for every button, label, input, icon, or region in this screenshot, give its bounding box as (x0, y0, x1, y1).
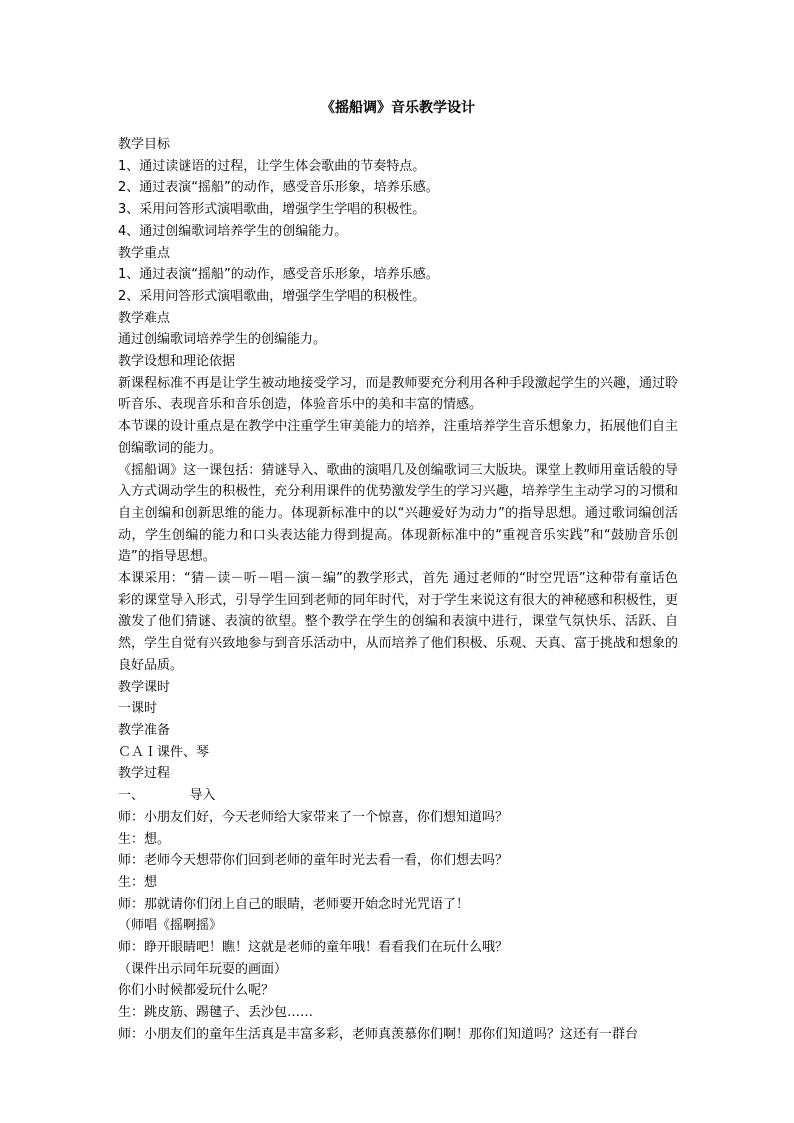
dialogue-line: 你们小时候都爱玩什么呢？ (118, 983, 275, 999)
objective-item-1: 1、通过读谜语的过程，让学生体会歌曲的节奏特点。 (118, 158, 426, 174)
key-point-item-2: 2、采用问答形式演唱歌曲，增强学生学唱的积极性。 (118, 288, 426, 304)
lesson-hours-value: 一课时 (118, 701, 158, 717)
heading-objectives: 教学目标 (118, 137, 171, 152)
dialogue-line: 师：老师今天想带你们回到老师的童年时光去看一看，你们想去吗？ (118, 853, 509, 869)
heading-difficulties: 教学难点 (118, 310, 171, 326)
theory-paragraph-4: 本课采用：“猜－读－听－唱－演－编”的教学形式，首先 通过老师的“时空咒语”这种带有童话色彩的课堂导入形式，引导学生回到老师的同年时代，对于学生来说这有很大的神秘感和积极性，更激发了他们猜谜、表演的欲望。整个教学在学生的创编和表演中进行，课堂气氛快乐、活跃、自然，学生自觉有兴致地参与到音乐活动中，从而培养了他们积极、乐观、天真、富于挑战和想象的良好品质。 (118, 571, 678, 673)
theory-paragraph-1: 新课程标准不再是让学生被动地接受学习，而是教师要充分利用各种手段激起学生的兴趣，通过聆听音乐、表现音乐和音乐创造，体验音乐中的美和丰富的情感。 (118, 375, 678, 413)
objective-item-3: 3、采用问答形式演唱歌曲，增强学生学唱的积极性。 (118, 202, 426, 218)
theory-paragraph-3: 《摇船调》这一课包括：猜谜导入、歌曲的演唱几及创编歌词三大版块。课堂上教师用童话般的导入方式调动学生的积极性，充分利用课件的优势激发学生的学习兴趣，培养学生主动学习的习惯和自主创编和创新思维的能力。体现新标准中的以“兴趣爱好为动力”的指导思想。通过歌词编创活动，学生创编的能力和口头表达能力得到提高。体现新标准中的“重视音乐实践”和“鼓励音乐创造”的指导思想。 (118, 462, 678, 565)
dialogue-line: 师：小朋友们好，今天老师给大家带来了一个惊喜，你们想知道吗？ (118, 809, 509, 825)
dialogue-line: 生：想。 (118, 831, 171, 847)
objective-item-4: 4、通过创编歌词培养学生的创编能力。 (118, 223, 348, 239)
heading-theory: 教学设想和理论依据 (118, 354, 236, 370)
heading-process: 教学过程 (118, 766, 171, 782)
theory-paragraph-2: 本节课的设计重点是在教学中注重学生审美能力的培养，注重培养学生音乐想象力，拓展他们自主创编歌词的能力。 (118, 419, 678, 456)
document-page (118, 98, 678, 1046)
objective-item-2: 2、通过表演“摇船”的动作，感受音乐形象，培养乐感。 (118, 180, 439, 196)
key-point-item-1: 1、通过表演“摇船”的动作，感受音乐形象，培养乐感。 (118, 267, 439, 283)
heading-lesson-hours: 教学课时 (118, 679, 171, 695)
document-title: 《摇船调》音乐教学设计 (321, 100, 475, 116)
heading-preparation: 教学准备 (118, 722, 171, 738)
stage-direction: （课件出示同年玩耍的画面） (118, 961, 288, 977)
dialogue-line: 师：那就请你们闭上自己的眼睛，老师要开始念时光咒语了！ (118, 896, 470, 912)
preparation-value: ＣＡＩ课件、琴 (118, 744, 210, 760)
dialogue-line: 师：小朋友们的童年生活真是丰富多彩，老师真羡慕你们啊！那你们知道吗？这还有一群台 (118, 1026, 639, 1042)
dialogue-line: 生：跳皮筋、踢毽子、丢沙包…… (118, 1005, 314, 1021)
process-section-1: 一、 导入 (118, 788, 216, 804)
stage-direction: （师唱《摇啊摇》 (118, 918, 223, 934)
dialogue-line: 生：想 (118, 874, 158, 890)
difficulty-item: 通过创编歌词培养学生的创编能力。 (118, 332, 327, 348)
dialogue-line: 师：睁开眼睛吧！瞧！这就是老师的童年哦！看看我们在玩什么哦？ (118, 940, 509, 956)
heading-key-points: 教学重点 (118, 245, 171, 261)
